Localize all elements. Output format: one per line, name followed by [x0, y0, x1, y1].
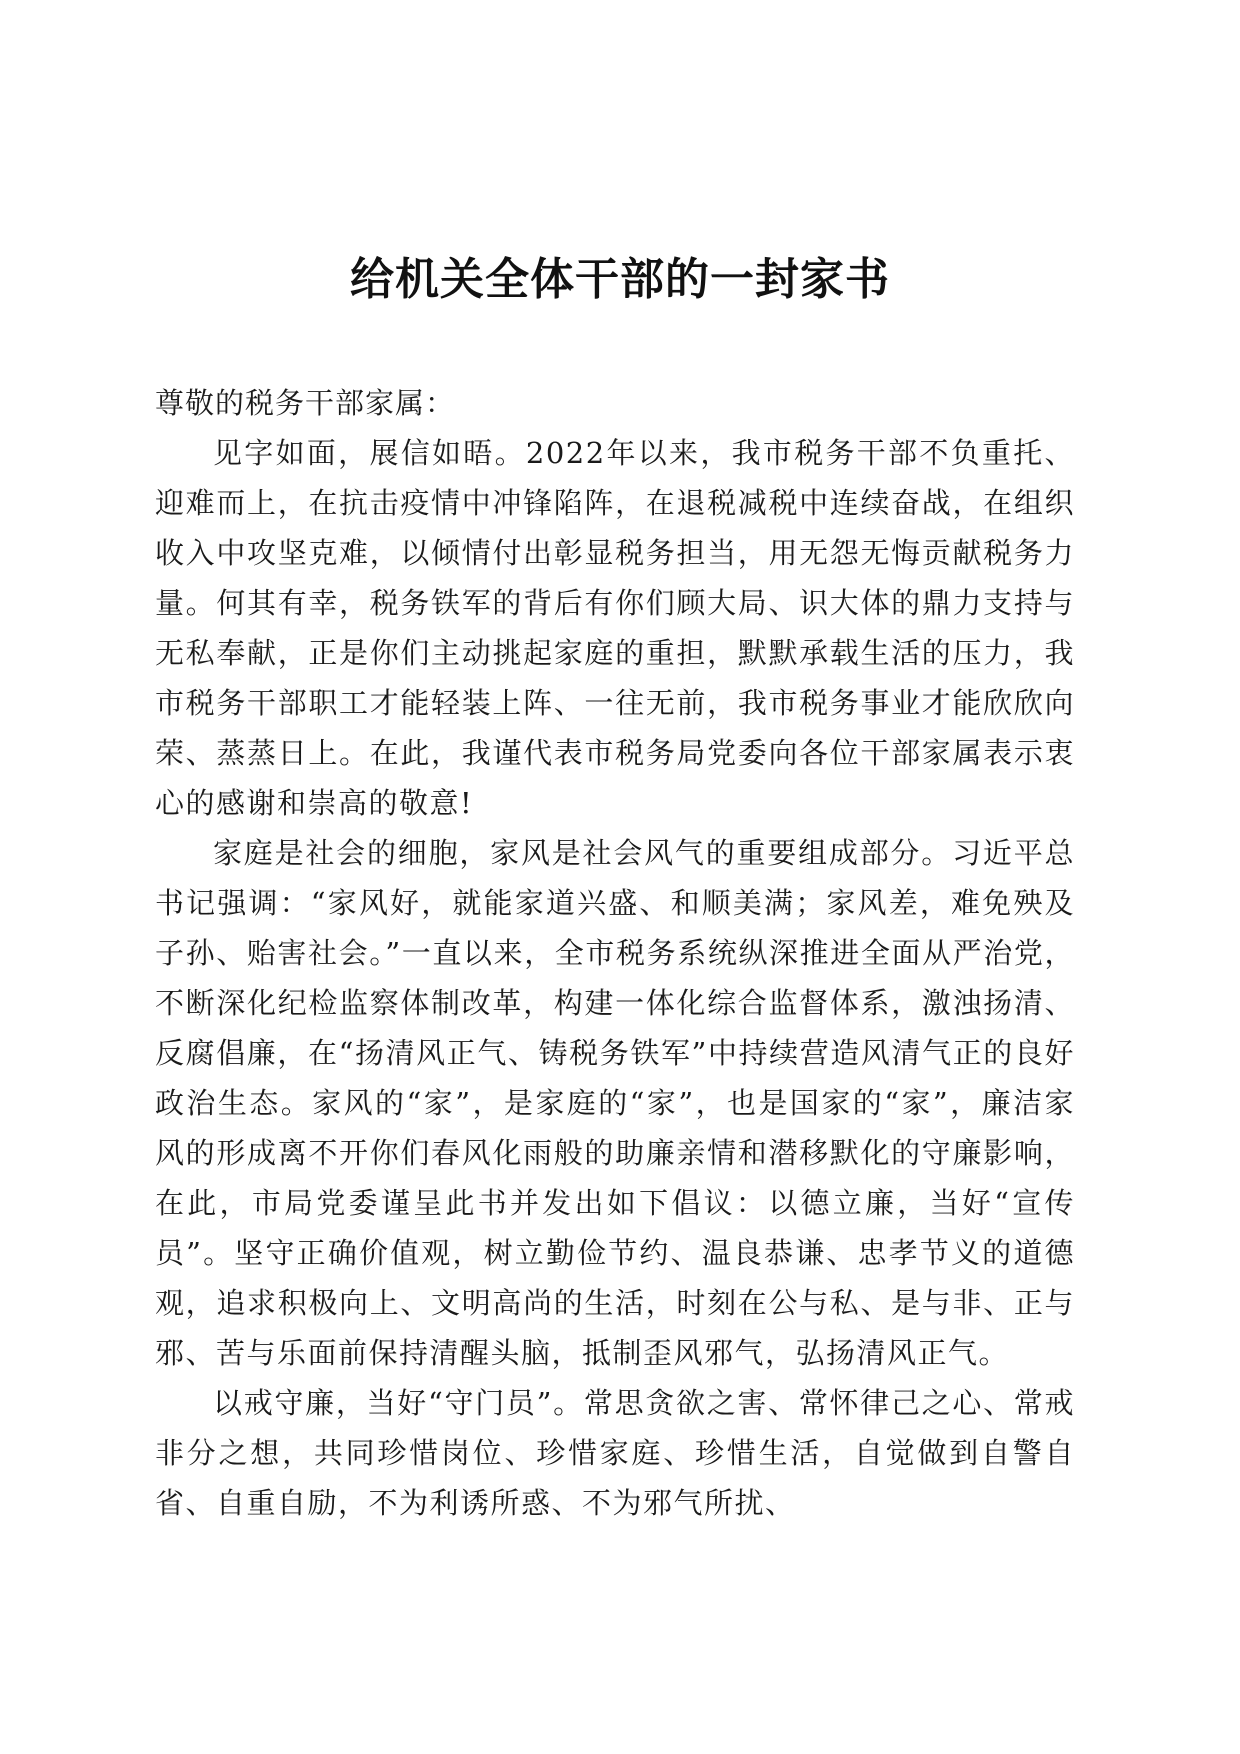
paragraph-3: 以戒守廉，当好“守门员”。常思贪欲之害、常怀律己之心、常戒非分之想，共同珍惜岗位、珍惜家庭、珍惜生活，自觉做到自警自省、自重自励，不为利诱所惑、不为邪气所扰、 [155, 1386, 1075, 1520]
paragraph-2: 家庭是社会的细胞，家风是社会风气的重要组成部分。习近平总书记强调：“家风好，就能家道兴盛、和顺美满；家风差，难免殃及子孙、贻害社会。”一直以来，全市税务系统纵深推进全面从严治党，不断深化纪检监察体制改革，构建一体化综合监督体系，激浊扬清、反腐倡廉，在“扬清风正气、铸税务铁军”中持续营造风清气正的良好政治生态。家风的“家”，是家庭的“家”，也是国家的“家”，廉洁家风的形成离不开你们春风化雨般的助廉亲情和潜移默化的守廉影响，在此，市局党委谨呈此书并发出如下倡议：以德立廉，当好“宣传员”。坚守正确价值观，树立勤俭节约、温良恭谦、忠孝节义的道德观，追求积极向上、文明高尚的生活，时刻在公与私、是与非、正与邪、苦与乐面前保持清醒头脑，抵制歪风邪气，弘扬清风正气。 [155, 836, 1075, 1370]
document-title: 给机关全体干部的一封家书 [350, 254, 890, 305]
document-body [155, 378, 1075, 1528]
paragraph-1: 见字如面，展信如晤。2022年以来，我市税务干部不负重托、迎难而上，在抗击疫情中冲锋陷阵，在退税减税中连续奋战，在组织收入中攻坚克难，以倾情付出彰显税务担当，用无怨无悔贡献税务力量。何其有幸，税务铁军的背后有你们顾大局、识大体的鼎力支持与无私奉献，正是你们主动挑起家庭的重担，默默承载生活的压力，我市税务干部职工才能轻装上阵、一往无前，我市税务事业才能欣欣向荣、蒸蒸日上。在此，我谨代表市税务局党委向各位干部家属表示衷心的感谢和崇高的敬意! [155, 436, 1075, 820]
salutation: 尊敬的税务干部家属： [155, 386, 456, 420]
